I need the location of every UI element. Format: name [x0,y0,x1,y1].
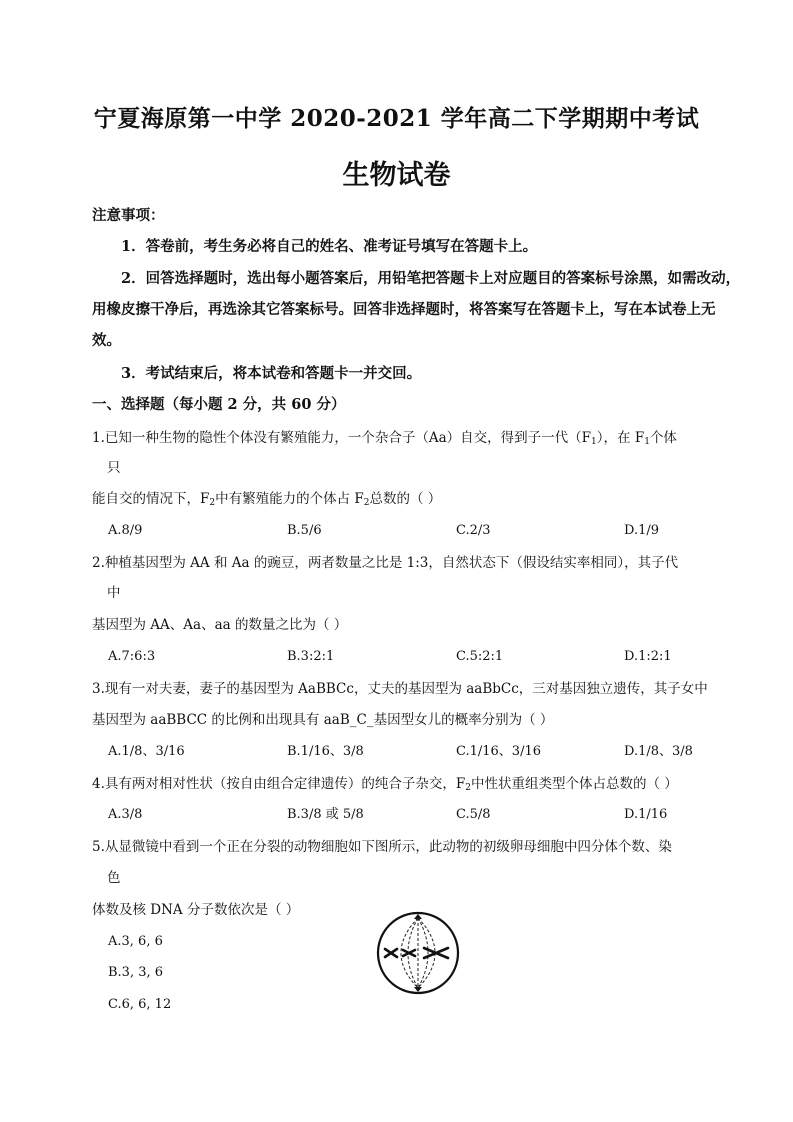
option-a: A.8/9 [108,523,143,538]
option-b: B.5/6 [287,523,322,538]
question-1-line-3: 能自交的情况下，$F_2$中有繁殖能力的个体占 $F_2$总数的（ ） [92,491,442,508]
exam-title: 宁夏海原第一中学 2020-2021 学年高二下学期期中考试 [93,105,700,132]
option-d: D.1/9 [624,523,660,538]
question-2-line-2: 中 [107,585,121,601]
option-b: B.1/16、3/8 [287,744,364,759]
option-a: A.7:6:3 [108,649,156,664]
option-d: D.1/8、3/8 [624,744,693,759]
option-c: C.1/16、3/16 [456,744,542,759]
option-c: C.2/3 [456,523,491,538]
question-1-line-1: 1.已知一种生物的隐性个体没有繁殖能力，一个杂合子（Aa）自交，得到子一代$(F_1)$，在 $F_1$个体 [92,430,677,447]
question-5-line-1: 5.从显微镜中看到一个正在分裂的动物细胞如下图所示，此动物的初级卵母细胞中四分体个数、染 [92,839,672,855]
question-5-line-3: 体数及核 DNA 分子数依次是（ ） [92,902,300,918]
question-5-option-c: C.6, 6, 12 [108,997,172,1012]
notice-item-2-line-3: 效。 [92,332,121,349]
section-heading: 一、选择题（每小题 2 分，共 60 分） [92,396,346,413]
notice-item-1: 1．答卷前，考生务必将自己的姓名、准考证号填写在答题卡上。 [121,238,538,255]
option-a: A.1/8、3/16 [108,744,185,759]
question-3-line-2: 基因型为 aaBBCC 的比例和出现具有 aaB_C_基因型女儿的概率分别为（ ） [92,712,554,728]
notice-item-2-line-2: 用橡皮擦干净后，再选涂其它答案标号。回答非选择题时，将答案写在答题卡上，写在本试卷上无 [92,301,716,318]
question-1-line-2: 只 [107,460,121,476]
option-c: C.5/8 [456,807,491,822]
notice-heading: 注意事项： [92,207,165,224]
option-b: B.3/8 或 5/8 [287,807,364,822]
question-5-option-a: A.3, 6, 6 [108,934,163,949]
question-3-line-1: 3.现有一对夫妻，妻子的基因型为 AaBBCc，丈夫的基因型为 aaBbCc，三对基因独立遗传，其子女中 [92,681,708,697]
option-d: D.1:2:1 [624,649,672,664]
question-2-line-3: 基因型为 AA、Aa、aa 的数量之比为（ ） [92,617,348,633]
option-d: D.1/16 [624,807,668,822]
question-4-line-1: 4.具有两对相对性状（按自由组合定律遗传）的纯合子杂交，$F_2$中性状重组类型个体占总数的（ ） [92,776,678,793]
notice-item-3: 3．考试结束后，将本试卷和答题卡一并交回。 [121,365,422,382]
option-a: A.3/8 [108,807,143,822]
exam-subtitle: 生物试卷 [342,160,451,191]
notice-item-2-line-1: 2．回答选择题时，选出每小题答案后，用铅笔把答题卡上对应题目的答案标号涂黑，如需改动， [121,270,741,287]
question-2-line-1: 2.种植基因型为 AA 和 Aa 的豌豆，两者数量之比是 1:3，自然状态下（假设结实率相同），其子代 [92,555,679,571]
option-c: C.5:2:1 [456,649,504,664]
option-b: B.3:2:1 [287,649,335,664]
question-5-option-b: B.3, 3, 6 [108,965,164,980]
cell-division-figure [370,910,466,996]
question-5-line-2: 色 [107,870,121,886]
